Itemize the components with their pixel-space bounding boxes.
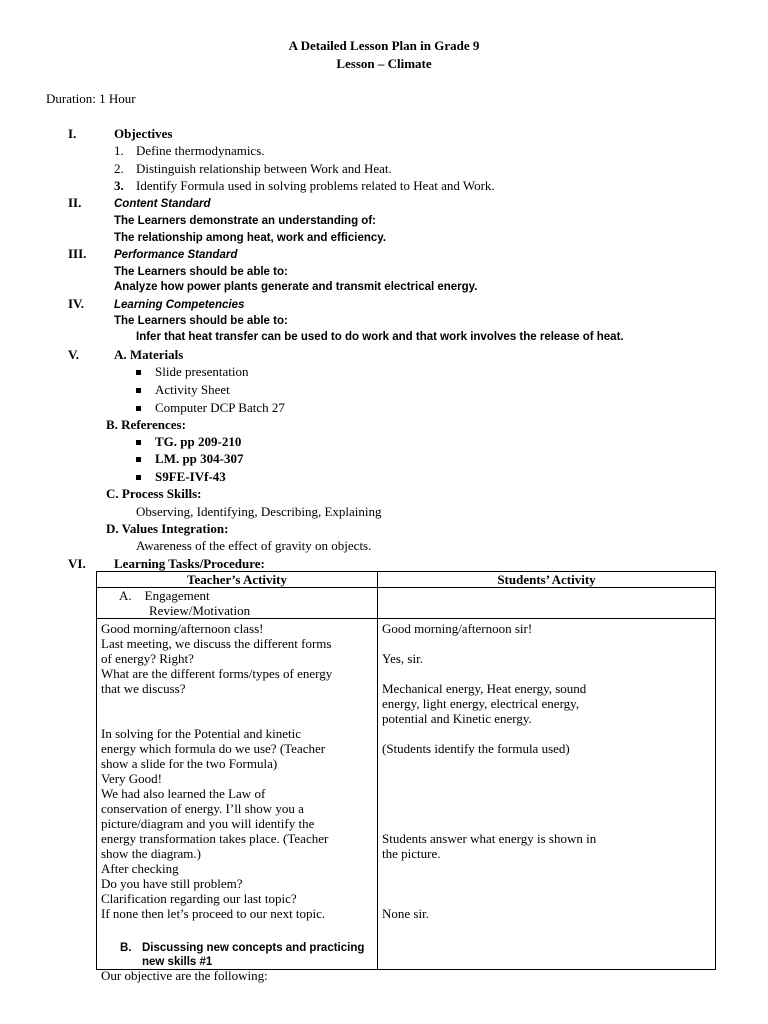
learning-competencies-heading: Learning Competencies (114, 299, 245, 311)
student-line (382, 636, 711, 651)
student-line: potential and Kinetic energy. (382, 711, 532, 726)
document-title: A Detailed Lesson Plan in Grade 9 (288, 38, 480, 53)
student-line: energy, light energy, electrical energy, (382, 696, 580, 711)
engagement-cell (97, 588, 378, 619)
student-line: Good morning/afternoon sir! (382, 621, 533, 636)
section-b-heading-line2: new skills #1 (142, 956, 213, 968)
objective-num: 3. (114, 178, 124, 193)
teacher-line: We had also learned the Law of (101, 786, 266, 801)
student-line (382, 756, 711, 771)
engagement-letter: A. (119, 588, 132, 603)
bullet-icon (136, 475, 141, 480)
students-activity-cell (378, 619, 716, 970)
performance-standard-heading: Performance Standard (114, 249, 238, 261)
teacher-line: Last meeting, we discuss the different forms (101, 636, 332, 651)
objectives-heading: Objectives (114, 126, 173, 141)
teacher-line: In solving for the Potential and kinetic (101, 726, 302, 741)
bullet-icon (136, 440, 141, 445)
teacher-line: Do you have still problem? (101, 876, 243, 891)
student-line (382, 891, 711, 906)
objective-num: 2. (114, 161, 124, 176)
learning-competencies-line: The Learners should be able to: (114, 315, 288, 327)
teacher-line: Very Good! (101, 771, 163, 786)
references-heading: B. References: (106, 417, 186, 432)
reference-item: TG. pp 209-210 (136, 434, 241, 450)
content-standard-heading: Content Standard (114, 198, 211, 210)
student-line: (Students identify the formula used) (382, 741, 570, 756)
values-integration-text: Awareness of the effect of gravity on objects. (136, 538, 372, 553)
student-line (382, 861, 711, 876)
teacher-line: If none then let’s proceed to our next topic. (101, 906, 326, 921)
student-line (382, 771, 711, 786)
performance-standard-line: The Learners should be able to: (114, 266, 288, 278)
material-item: Computer DCP Batch 27 (136, 400, 285, 416)
lesson-subtitle: Lesson – Climate (336, 56, 432, 71)
student-line: Yes, sir. (382, 651, 423, 666)
section-num-2: II. (68, 195, 82, 210)
table-row (97, 619, 716, 970)
student-line: the picture. (382, 846, 441, 861)
section-num-5: V. (68, 347, 79, 362)
material-item: Activity Sheet (136, 382, 230, 398)
process-skills-text: Observing, Identifying, Describing, Explaining (136, 504, 382, 519)
section-num-3: III. (68, 246, 87, 261)
students-activity-header: Students’ Activity (378, 572, 716, 588)
student-line: None sir. (382, 906, 429, 921)
student-line (382, 666, 711, 681)
student-line (382, 801, 711, 816)
student-line (382, 876, 711, 891)
student-line: Mechanical energy, Heat energy, sound (382, 681, 587, 696)
section-num-4: IV. (68, 296, 85, 311)
student-line (382, 816, 711, 831)
teacher-line: that we discuss? (101, 681, 186, 696)
section-b-letter: B. (120, 942, 132, 954)
objective-item: Distinguish relationship between Work and Heat. (136, 161, 392, 176)
objective-item: Identify Formula used in solving problems related to Heat and Work. (136, 178, 495, 193)
objective-intro-line: Our objective are the following: (101, 968, 268, 983)
teacher-line: After checking (101, 861, 179, 876)
student-line: Students answer what energy is shown in (382, 831, 597, 846)
teacher-line: What are the different forms/types of energy (101, 666, 333, 681)
teacher-line: energy transformation takes place. (Teacher (101, 831, 329, 846)
content-standard-line: The relationship among heat, work and efficiency. (114, 232, 387, 244)
engagement-sublabel: Review/Motivation (149, 603, 251, 618)
teacher-line (101, 711, 373, 726)
teacher-line: of energy? Right? (101, 651, 194, 666)
student-line (382, 726, 711, 741)
materials-heading: A. Materials (114, 347, 184, 362)
table-header-row (97, 572, 716, 588)
engagement-students-cell (378, 588, 716, 619)
bullet-icon (136, 457, 141, 462)
engagement-label: Engagement (144, 588, 210, 603)
bullet-icon (136, 406, 141, 411)
bullet-icon (136, 388, 141, 393)
reference-item: S9FE-IVf-43 (136, 469, 226, 485)
teacher-line (101, 696, 373, 711)
performance-standard-line: Analyze how power plants generate and transmit electrical energy. (114, 281, 478, 293)
teacher-line: show the diagram.) (101, 846, 202, 861)
teacher-line: Clarification regarding our last topic? (101, 891, 297, 906)
section-num-6: VI. (68, 556, 86, 571)
reference-item: LM. pp 304-307 (136, 451, 243, 467)
duration: Duration: 1 Hour (46, 91, 136, 106)
teacher-line: show a slide for the two Formula) (101, 756, 278, 771)
process-skills-heading: C. Process Skills: (106, 486, 202, 501)
section-b-heading: Discussing new concepts and practicing (142, 942, 365, 954)
teacher-line: picture/diagram and you will identify the (101, 816, 315, 831)
learning-competencies-line: Infer that heat transfer can be used to do work and that work involves the release of heat. (136, 331, 624, 343)
table-row (97, 588, 716, 619)
bullet-icon (136, 370, 141, 375)
teacher-line: Good morning/afternoon class! (101, 621, 264, 636)
learning-tasks-table (96, 571, 716, 970)
section-num-1: I. (68, 126, 77, 141)
student-line (382, 786, 711, 801)
values-integration-heading: D. Values Integration: (106, 521, 229, 536)
teacher-line: energy which formula do we use? (Teacher (101, 741, 326, 756)
teacher-line: conservation of energy. I’ll show you a (101, 801, 304, 816)
content-standard-line: The Learners demonstrate an understanding of: (114, 215, 376, 227)
teacher-activity-cell (97, 619, 378, 970)
material-item: Slide presentation (136, 364, 249, 380)
objective-item: Define thermodynamics. (136, 143, 265, 158)
learning-tasks-heading: Learning Tasks/Procedure: (114, 556, 265, 571)
objective-num: 1. (114, 143, 124, 158)
teacher-activity-header: Teacher’s Activity (97, 572, 378, 588)
